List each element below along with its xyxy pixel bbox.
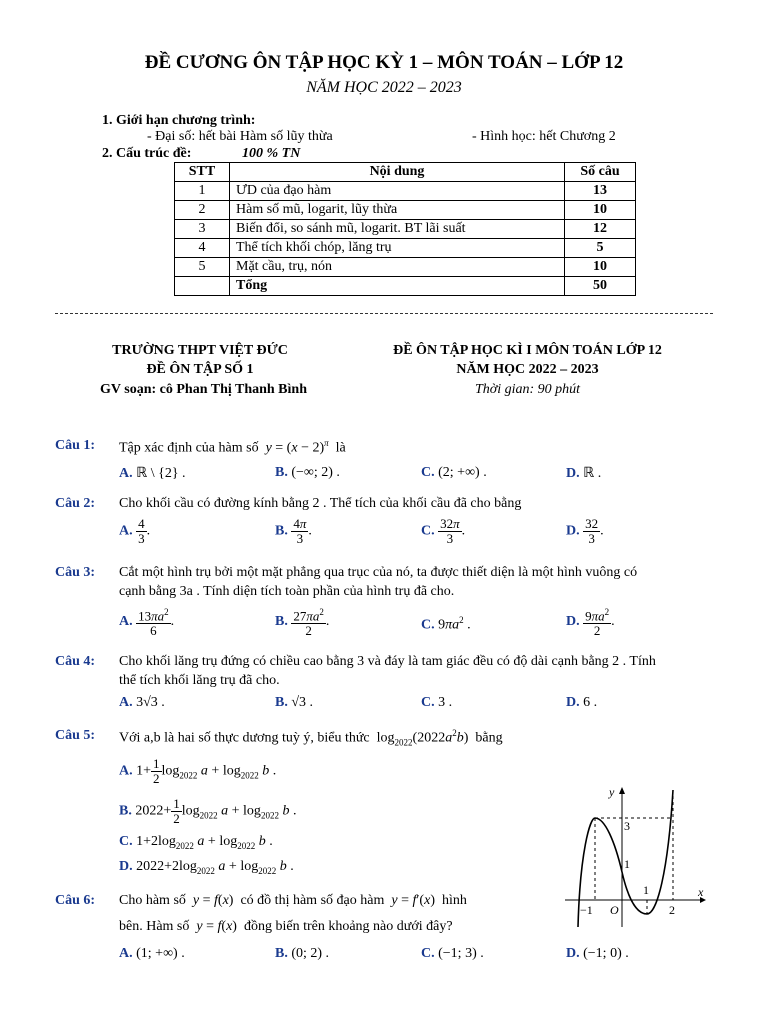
question-label: Câu 1:: [55, 438, 96, 453]
cell-content: Thể tích khối chóp, lăng trụ: [230, 239, 565, 258]
question-suffix: là: [335, 440, 346, 456]
option-d[interactable]: D. $2022+2\log_{2022}$ $a + \log_{2022} b$ .: [119, 859, 294, 876]
option-letter: D.: [566, 466, 580, 481]
section1-heading: 1. Giới hạn chương trình:: [102, 113, 256, 128]
option-letter: D.: [566, 946, 580, 961]
option-b[interactable]: B. 2022+ $\frac{1}{2}$ $\log_{2022} a + \log_{2022} b$ .: [119, 796, 297, 826]
structure-table: [174, 162, 636, 296]
question-text: Cho hàm số: [119, 893, 186, 908]
option-letter: D.: [566, 613, 580, 629]
option-letter: D.: [566, 523, 580, 539]
option-letter: B.: [275, 465, 288, 480]
question-6-text-line1: Cho hàm số y = f(x) có đồ thị hàm số đạo hàm y = f′(x) hình: [119, 893, 467, 908]
cell-empty: [175, 277, 230, 296]
option-letter: D.: [566, 695, 580, 710]
option-c[interactable]: C. (2; +∞) .: [421, 465, 487, 480]
option-c[interactable]: C. 3 .: [421, 695, 453, 710]
option-b[interactable]: B. √3 .: [275, 695, 314, 710]
exam-number: ĐỀ ÔN TẬP SỐ 1: [146, 362, 254, 377]
divider: [55, 313, 713, 314]
option-d[interactable]: D. (−1; 0) .: [566, 946, 629, 961]
option-letter: A.: [119, 466, 133, 481]
option-letter: C.: [119, 834, 133, 849]
table-row: [175, 182, 636, 201]
question-suffix: bằng: [475, 730, 503, 746]
option-a[interactable]: A. (1; +∞) .: [119, 946, 185, 961]
option-b[interactable]: B. $\frac{27\pi a^2}{2}$ .: [275, 607, 330, 639]
option-letter: B.: [275, 613, 288, 629]
tick-label: 3: [624, 819, 630, 833]
option-letter: A.: [119, 523, 133, 539]
question-label: Câu 6:: [55, 893, 96, 908]
cell-content: ƯD của đạo hàm: [230, 182, 565, 201]
algebra-scope: - Đại số: hết bài Hàm số lũy thừa: [147, 129, 333, 144]
document-subtitle: NĂM HỌC 2022 – 2023: [306, 79, 462, 96]
option-b[interactable]: B. (−∞; 2) .: [275, 465, 340, 480]
option-letter: A.: [119, 763, 133, 779]
question-text: có đồ thị hàm số đạo hàm: [240, 893, 385, 908]
exam-title: ĐỀ ÔN TẬP HỌC KÌ I MÔN TOÁN LỚP 12: [393, 343, 662, 358]
option-letter: C.: [421, 523, 435, 539]
question-4-text-line2: thể tích khối lăng trụ đã cho.: [119, 673, 280, 688]
question-4-text-line1: Cho khối lăng trụ đứng có chiều cao bằng 3 và đáy là tam giác đều có độ dài cạnh bằng 2 . Tính: [119, 654, 656, 669]
question-text: hình: [441, 893, 467, 908]
exam-format: 100 % TN: [242, 146, 301, 161]
table-header-row: [175, 163, 636, 182]
cell-stt: 4: [175, 239, 230, 258]
x-axis-label: x: [698, 885, 704, 899]
question-label: Câu 4:: [55, 654, 96, 669]
option-c[interactable]: C. $9\pi a^2$ .: [421, 615, 471, 633]
option-letter: C.: [421, 695, 435, 710]
option-b[interactable]: B. (0; 2) .: [275, 946, 330, 961]
question-1-text: Tập xác định của hàm số $y = (x - 2)^\pi$ là: [119, 438, 346, 456]
option-letter: C.: [421, 465, 435, 480]
exam-time: Thời gian: 90 phút: [474, 382, 581, 397]
tick-label: 1: [624, 857, 630, 871]
cell-count: 10: [565, 201, 636, 220]
question-text: Với a,b là hai số thực dương tuỳ ý, biểu thức: [119, 730, 370, 746]
cell-stt: 2: [175, 201, 230, 220]
option-letter: D.: [119, 859, 133, 874]
cell-count: 12: [565, 220, 636, 239]
cell-count: 13: [565, 182, 636, 201]
option-c[interactable]: C. $1+2\log_{2022}$ $a + \log_{2022} b$ .: [119, 834, 273, 851]
question-label: Câu 2:: [55, 496, 96, 511]
y-axis-label: y: [609, 785, 615, 799]
y-axis-arrow-icon: [619, 787, 625, 794]
col-header-count: Số câu: [565, 163, 636, 182]
total-label: Tổng: [230, 277, 565, 296]
cell-content: Hàm số mũ, logarit, lũy thừa: [230, 201, 565, 220]
section2-heading: 2. Cấu trúc đề:: [102, 146, 192, 161]
option-letter: A.: [119, 613, 133, 629]
tick-label: −1: [580, 903, 593, 917]
table-total-row: [175, 277, 636, 296]
question-text: bên. Hàm số: [119, 919, 190, 934]
option-letter: C.: [421, 617, 435, 633]
option-a[interactable]: A. 3√3 .: [119, 695, 165, 710]
table-row: [175, 239, 636, 258]
cell-count: 10: [565, 258, 636, 277]
question-3-text-line2: cạnh bằng 3a . Tính diện tích toàn phần của hình trụ đã cho.: [119, 584, 455, 599]
origin-label: O: [610, 903, 619, 917]
school-name: TRƯỜNG THPT VIỆT ĐỨC: [112, 343, 288, 358]
teacher-name: GV soạn: cô Phan Thị Thanh Bình: [100, 382, 307, 397]
cell-stt: 1: [175, 182, 230, 201]
option-letter: B.: [119, 803, 132, 819]
question-3-text-line1: Cắt một hình trụ bởi một mặt phẳng qua trục của nó, ta được thiết diện là một hình vuông có: [119, 565, 638, 580]
question-text: Tập xác định của hàm số: [119, 440, 259, 456]
table-row: [175, 201, 636, 220]
exam-year: NĂM HỌC 2022 – 2023: [456, 362, 599, 377]
option-b[interactable]: B. $\frac{4\pi}{3}$ .: [275, 516, 312, 546]
geometry-scope: - Hình học: hết Chương 2: [472, 129, 616, 144]
option-d[interactable]: D. $\frac{9\pi a^2}{2}$ .: [566, 607, 615, 639]
option-letter: A.: [119, 946, 133, 961]
col-header-stt: STT: [175, 163, 230, 182]
option-letter: A.: [119, 695, 133, 710]
option-a[interactable]: A. ℝ \ {2} .: [119, 466, 186, 481]
cell-count: 5: [565, 239, 636, 258]
cell-content: Mặt cầu, trụ, nón: [230, 258, 565, 277]
question-2-text: Cho khối cầu có đường kính bằng 2 . Thể tích của khối cầu đã cho bằng: [119, 496, 522, 511]
question-5-text: Với a,b là hai số thực dương tuỳ ý, biểu thức $\log_{2022}(2022a^2b)$ bằng: [119, 728, 503, 748]
question-6-text-line2: bên. Hàm số y = f(x) đồng biến trên khoảng nào dưới đây?: [119, 919, 453, 934]
cell-content: Biến đổi, so sánh mũ, logarit. BT lãi suất: [230, 220, 565, 239]
option-d[interactable]: D. 6 .: [566, 695, 598, 710]
table-row: [175, 220, 636, 239]
option-c[interactable]: C. (−1; 3) .: [421, 946, 484, 961]
option-d[interactable]: D. ℝ .: [566, 466, 602, 481]
cell-stt: 3: [175, 220, 230, 239]
option-d[interactable]: D. $\frac{32}{3}$ .: [566, 516, 604, 546]
document-title: ĐỀ CƯƠNG ÔN TẬP HỌC KỲ 1 – MÔN TOÁN – LỚP 12: [144, 52, 624, 73]
option-a[interactable]: A. 1+ $\frac{1}{2}$ $\log_{2022} a + \log_{2022} b$ .: [119, 756, 277, 786]
col-header-content: Nội dung: [230, 163, 565, 182]
option-letter: B.: [275, 946, 288, 961]
option-letter: B.: [275, 695, 288, 710]
question-label: Câu 3:: [55, 565, 96, 580]
tick-label: 1: [643, 883, 649, 897]
option-letter: C.: [421, 946, 435, 961]
option-a[interactable]: A. $\frac{13\pi a^2}{6}$ .: [119, 607, 175, 639]
tick-label: 2: [669, 903, 675, 917]
option-a[interactable]: A. $\frac{4}{3}$ .: [119, 516, 151, 546]
total-value: 50: [565, 277, 636, 296]
question-text: đồng biến trên khoảng nào dưới đây?: [243, 919, 453, 934]
question-label: Câu 5:: [55, 728, 96, 743]
option-c[interactable]: C. $\frac{32\pi}{3}$ .: [421, 516, 466, 546]
cell-stt: 5: [175, 258, 230, 277]
table-row: [175, 258, 636, 277]
option-letter: B.: [275, 523, 288, 539]
derivative-graph: [560, 782, 710, 932]
